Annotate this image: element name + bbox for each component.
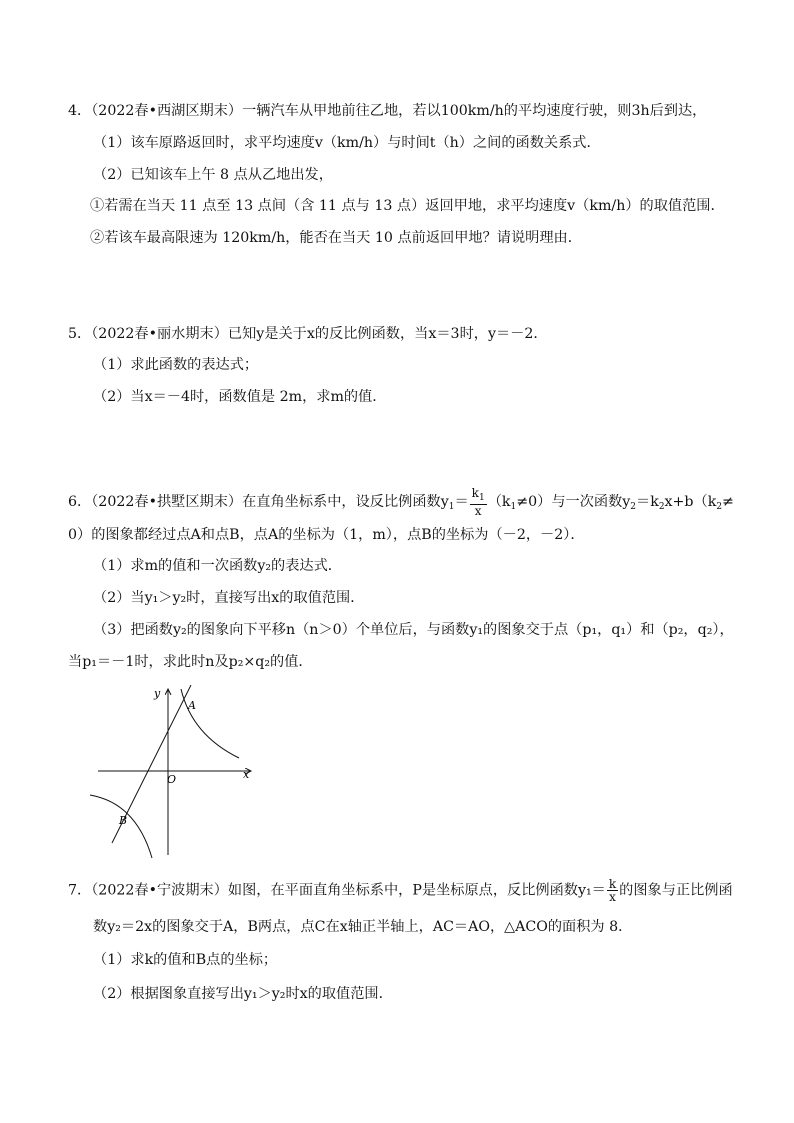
- problem-7-stem: [68, 878, 733, 903]
- fraction-numerator: k: [608, 877, 617, 891]
- problem-6-fraction: [470, 487, 487, 517]
- problem-6-stem: [68, 487, 734, 517]
- problem-6-sub-1: 1: [448, 502, 455, 512]
- problem-7-part-1: （1）求k的值和B点的坐标；: [93, 952, 278, 968]
- problem-7-line-2: 数y₂＝2x的图象交于A，B两点，点C在x轴正半轴上，AC＝AO，△ACO的面积为 8．: [93, 919, 633, 935]
- problem-4-stem: 4．（2022春•西湖区期末）一辆汽车从甲地前往乙地，若以100km/h的平均速度行驶，则3h后到达，: [68, 103, 707, 119]
- problem-5-stem: 5．（2022春•丽水期末）已知y是关于x的反比例函数，当x＝3时，y＝－2．: [68, 326, 548, 342]
- problem-4-part-2-2: ②若该车最高限速为 120km/h，能否在当天 10 点前返回甲地？请说明理由．: [90, 230, 582, 246]
- fraction-denominator: x: [609, 890, 616, 904]
- label-x: x: [243, 768, 250, 781]
- problem-7-stem-text-a: 7．（2022春•宁波期末）如图，在平面直角坐标系中，P是坐标原点，反比例函数y₁＝: [68, 882, 606, 899]
- label-y: y: [154, 687, 161, 700]
- problem-4-part-2: （2）已知该车上午 8 点从乙地出发，: [93, 167, 333, 183]
- problem-4-part-2-1: ①若需在当天 11 点至 13 点间（含 11 点与 13 点）返回甲地，求平均速度v（km/h）的取值范围．: [90, 198, 725, 214]
- problem-6-cond: （k: [487, 494, 511, 510]
- problem-6-sub-1b: 1: [510, 502, 517, 512]
- problem-7-stem-text-b: 的图象与正比例函: [619, 882, 733, 899]
- fraction-denominator: x: [474, 504, 482, 518]
- problem-5-part-2: （2）当x＝－4时，函数值是 2m，求m的值．: [93, 389, 387, 405]
- problem-6-cond2: ≠0）: [516, 494, 552, 510]
- fraction-numerator: $k_1$: [471, 486, 485, 503]
- problem-6-eq: ＝: [454, 494, 469, 510]
- problem-6-line-2: 0）的图象都经过点A和点B，点A的坐标为（1，m），点B的坐标为（－2，－2）．: [68, 527, 585, 543]
- problem-6-stem-text-e: ≠: [722, 494, 734, 510]
- problem-6-part-2: （2）当y₁＞y₂时，直接写出x的取值范围．: [93, 590, 365, 606]
- problem-7-part-2: （2）根据图象直接写出y₁＞y₂时x的取值范围．: [93, 986, 393, 1002]
- problem-6-figure: [88, 683, 268, 863]
- problem-6-part-3-cont: 当p₁＝－1时，求此时n及p₂×q₂的值．: [68, 654, 313, 670]
- label-origin: O: [167, 773, 177, 786]
- problem-6-sub-2: 2: [630, 502, 637, 512]
- problem-6-stem-text-c: ＝k: [636, 494, 659, 510]
- problem-4-part-1: （1）该车原路返回时，求平均速度v（km/h）与时间t（h）之间的函数关系式．: [93, 135, 601, 151]
- problem-7-fraction: [607, 878, 618, 903]
- problem-5-part-1: （1）求此函数的表达式；: [93, 357, 259, 373]
- problem-6-part-1: （1）求m的值和一次函数y₂的表达式．: [93, 558, 342, 574]
- problem-6-part-3: （3）把函数y₂的图象向下平移n（n＞0）个单位后，与函数y₁的图象交于点（p₁，q₁）和（p₂，q₂），: [93, 622, 734, 638]
- problem-6-sub-2b: 2: [658, 502, 665, 512]
- problem-6-stem-text-a: 6．（2022春•拱墅区期末）在直角坐标系中，设反比例函数y: [68, 494, 449, 510]
- label-A: A: [188, 699, 196, 712]
- problem-6-stem-text-b: 与一次函数y: [551, 494, 631, 510]
- problem-6-sub-2c: 2: [716, 502, 723, 512]
- problem-6-stem-text-d: x+b（k: [664, 494, 717, 510]
- label-B: B: [119, 814, 128, 827]
